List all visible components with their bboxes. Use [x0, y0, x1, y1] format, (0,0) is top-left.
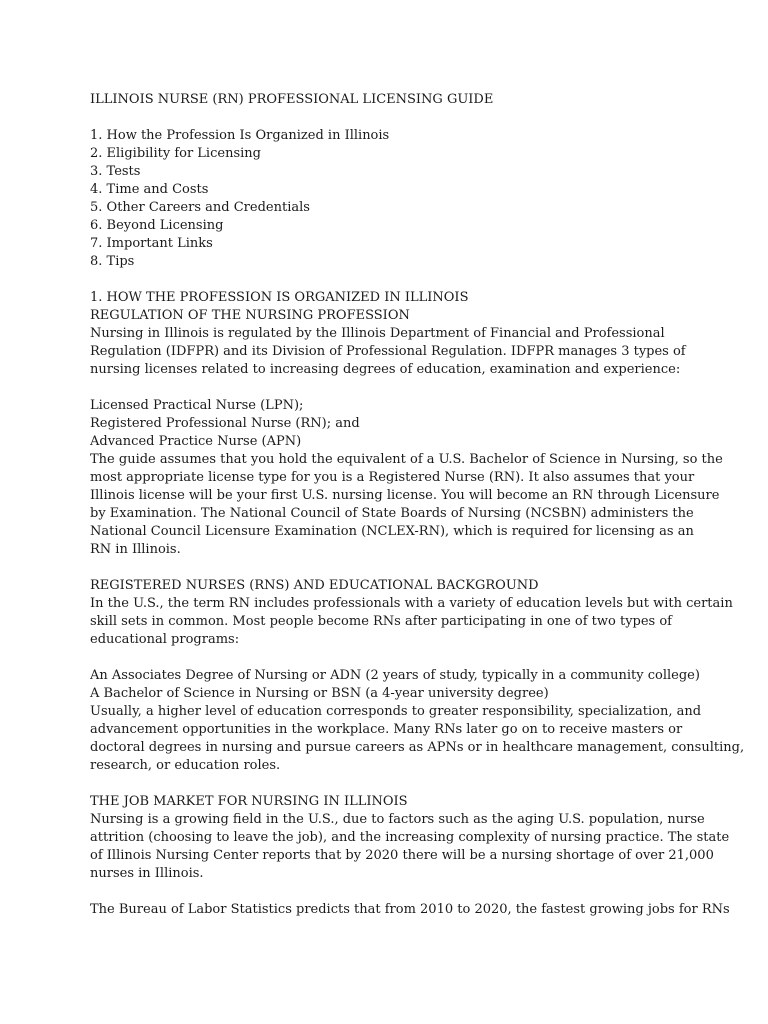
toc-item: 3. Tests	[90, 164, 141, 179]
section-job-market	[90, 793, 730, 919]
paragraph-line: educational programs:	[90, 632, 240, 647]
paragraph-line: doctoral degrees in nursing and pursue careers as APNs or in healthcare management, consulting,	[90, 740, 745, 755]
document-title: ILLINOIS NURSE (RN) PROFESSIONAL LICENSING GUIDE	[90, 92, 494, 107]
toc-item: 5. Other Careers and Credentials	[90, 200, 310, 215]
license-type-item: Registered Professional Nurse (RN); and	[90, 416, 360, 431]
paragraph-line: In the U.S., the term RN includes professionals with a variety of education levels but with certain	[90, 596, 733, 611]
paragraph-line: National Council Licensure Examination (NCLEX-RN), which is required for licensing as an	[90, 524, 694, 539]
section-organization	[90, 289, 723, 559]
paragraph-line: skill sets in common. Most people become RNs after participating in one of two types of	[90, 614, 672, 629]
table-of-contents	[90, 127, 690, 271]
toc-item: 8. Tips	[90, 254, 135, 269]
paragraph-line: RN in Illinois.	[90, 542, 181, 557]
paragraph-line: Usually, a higher level of education corresponds to greater responsibility, specialization, and	[90, 704, 702, 719]
toc-item: 4. Time and Costs	[90, 182, 209, 197]
license-type-item: Advanced Practice Nurse (APN)	[90, 434, 302, 449]
paragraph-line: most appropriate license type for you is a Registered Nurse (RN). It also assumes that your	[90, 470, 695, 485]
paragraph-line: nursing licenses related to increasing degrees of education, examination and experience:	[90, 362, 681, 377]
toc-item: 6. Beyond Licensing	[90, 218, 224, 233]
paragraph-line: Nursing is a growing field in the U.S., due to factors such as the aging U.S. population, nurse	[90, 812, 705, 827]
toc-item: 1. How the Profession Is Organized in Illinois	[90, 128, 390, 143]
section-heading: THE JOB MARKET FOR NURSING IN ILLINOIS	[90, 794, 408, 809]
paragraph-line: advancement opportunities in the workplace. Many RNs later go on to receive masters or	[90, 722, 683, 737]
section-subheading: REGULATION OF THE NURSING PROFESSION	[90, 308, 410, 323]
section-education	[90, 577, 745, 775]
toc-item: 7. Important Links	[90, 236, 213, 251]
paragraph-line: of Illinois Nursing Center reports that by 2020 there will be a nursing shortage of over 21,000	[90, 848, 714, 863]
toc-item: 2. Eligibility for Licensing	[90, 146, 261, 161]
paragraph-line: Nursing in Illinois is regulated by the Illinois Department of Financial and Professional	[90, 326, 665, 341]
program-item: A Bachelor of Science in Nursing or BSN (a 4-year university degree)	[90, 686, 549, 701]
license-type-item: Licensed Practical Nurse (LPN);	[90, 398, 304, 413]
program-item: An Associates Degree of Nursing or ADN (2 years of study, typically in a community college)	[90, 668, 700, 683]
paragraph-line: Regulation (IDFPR) and its Division of Professional Regulation. IDFPR manages 3 types of	[90, 344, 686, 359]
document-page	[90, 91, 745, 937]
paragraph-line: The Bureau of Labor Statistics predicts that from 2010 to 2020, the fastest growing jobs for RNs	[90, 902, 730, 917]
paragraph-line: Illinois license will be your first U.S. nursing license. You will become an RN through Licensure	[90, 488, 720, 503]
paragraph-line: nurses in Illinois.	[90, 866, 204, 881]
paragraph-line: research, or education roles.	[90, 758, 281, 773]
paragraph-line: attrition (choosing to leave the job), and the increasing complexity of nursing practice. The state	[90, 830, 730, 845]
section-heading: REGISTERED NURSES (RNS) AND EDUCATIONAL BACKGROUND	[90, 578, 539, 593]
section-heading: 1. HOW THE PROFESSION IS ORGANIZED IN ILLINOIS	[90, 290, 469, 305]
paragraph-line: by Examination. The National Council of State Boards of Nursing (NCSBN) administers the	[90, 506, 694, 521]
paragraph-line: The guide assumes that you hold the equivalent of a U.S. Bachelor of Science in Nursing, so the	[90, 452, 723, 467]
